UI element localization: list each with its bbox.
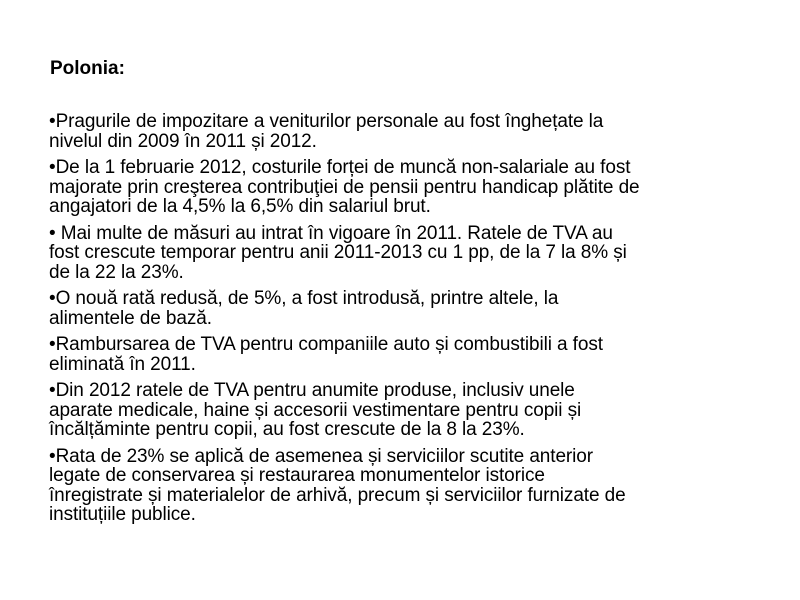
bullet-item xyxy=(49,335,749,374)
bullet-icon: • xyxy=(49,288,56,309)
bullet-text: Mai multe de măsuri au intrat în vigoare în 2011. Ratele de TVA au fost crescute temporar pentru anii 2011-2013 cu 1 pp, de la 7 la 8% și de la 22 la 23%. xyxy=(49,222,627,283)
bullet-text: Rata de 23% se aplică de asemenea și serviciilor scutite anterior legate de conservarea și restaurarea monumentelor istorice înregistrate și materialelor de arhivă, precum și serviciilor furnizate de instituțiile publice. xyxy=(49,445,626,525)
bullet-text: O nouă rată redusă, de 5%, a fost introdusă, printre altele, la alimentele de bază. xyxy=(49,288,559,329)
bullet-icon: • xyxy=(49,445,56,467)
bullet-item xyxy=(49,289,749,328)
bullet-item xyxy=(49,447,749,525)
bullet-text: Rambursarea de TVA pentru companiile auto și combustibili a fost eliminată în 2011. xyxy=(49,334,603,375)
bullet-text: Din 2012 ratele de TVA pentru anumite produse, inclusiv unele aparate medicale, haine și accesorii vestimentare pentru copii și încălțăminte pentru copii, au fost crescute de la 8 la 23%. xyxy=(49,380,582,440)
bullet-item xyxy=(49,381,749,440)
bullet-icon: • xyxy=(49,334,56,355)
bullet-text: Pragurile de impozitare a veniturilor personale au fost înghețate la nivelul din 2009 în 2011 și 2012. xyxy=(49,111,604,152)
bullet-text: De la 1 februarie 2012, costurile forței de muncă non-salariale au fost majorate prin creşterea contribuţiei de pensii pentru handicap plătite de angajatori de la 4,5% la 6,5% din salariul brut. xyxy=(49,157,640,217)
bullet-item xyxy=(49,112,749,151)
slide-heading: Polonia: xyxy=(50,58,125,79)
bullet-item xyxy=(49,224,749,283)
bullet-icon: • xyxy=(49,111,56,132)
bullet-list xyxy=(49,112,749,532)
bullet-icon: • xyxy=(49,222,56,244)
bullet-icon: • xyxy=(49,380,56,401)
bullet-icon: • xyxy=(49,157,56,178)
bullet-item xyxy=(49,158,749,217)
